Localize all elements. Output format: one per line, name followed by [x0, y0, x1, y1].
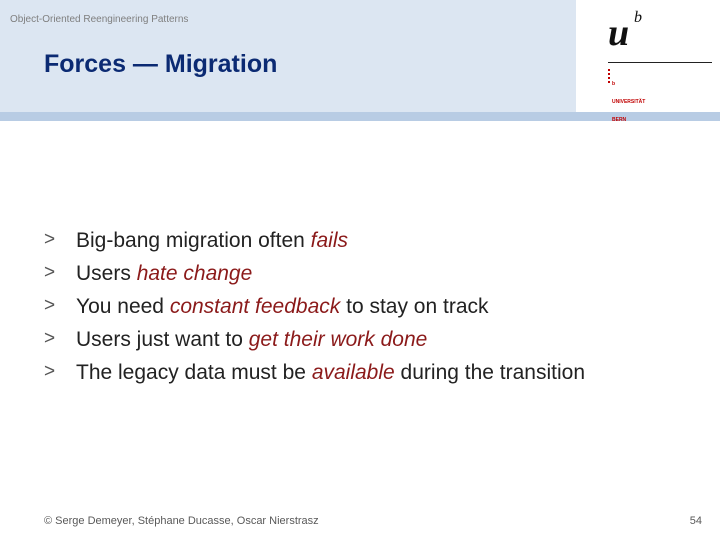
emphasis-text: available	[311, 361, 395, 384]
university-logo	[578, 0, 720, 123]
bullet-marker: >	[44, 295, 56, 316]
bullet-item	[44, 326, 694, 359]
plain-text: to stay on track	[340, 295, 489, 318]
bullet-marker: >	[44, 229, 56, 250]
bullet-list	[44, 227, 694, 392]
logo-wordmark	[612, 69, 645, 135]
bullet-text	[76, 328, 427, 352]
page-number: 54	[689, 515, 702, 527]
logo-u: u	[608, 12, 630, 54]
plain-text: Users just want to	[76, 328, 249, 351]
bullet-item	[44, 293, 694, 326]
course-title: Object-Oriented Reengineering Patterns	[10, 14, 189, 25]
bullet-text	[76, 295, 489, 319]
footer-copyright: © Serge Demeyer, Stéphane Ducasse, Oscar Nierstrasz	[44, 515, 319, 527]
logo-b: b	[634, 9, 642, 26]
logo-divider	[608, 62, 712, 63]
plain-text: The legacy data must be	[76, 361, 312, 384]
plain-text: Big-bang migration often	[76, 229, 311, 252]
logo-mark	[608, 9, 648, 54]
bullet-item	[44, 359, 694, 392]
bullet-text	[76, 361, 585, 385]
bullet-text	[76, 229, 348, 253]
emphasis-text: constant feedback	[169, 295, 341, 318]
emphasis-text: get their work done	[248, 328, 428, 351]
bullet-marker: >	[44, 262, 56, 283]
bullet-item	[44, 227, 694, 260]
slide-title: Forces — Migration	[44, 50, 278, 78]
bullet-text	[76, 262, 252, 286]
emphasis-text: fails	[310, 229, 348, 252]
bullet-item	[44, 260, 694, 293]
logo-line-3: BERN	[612, 117, 627, 123]
plain-text: Users	[76, 262, 137, 285]
logo-line-1: b	[612, 81, 616, 87]
plain-text: You need	[76, 295, 170, 318]
logo-dots-icon	[608, 69, 610, 85]
header-band	[0, 0, 576, 112]
bullet-marker: >	[44, 361, 56, 382]
logo-line-2: UNIVERSITÄT	[612, 99, 646, 105]
plain-text: during the transition	[394, 361, 586, 384]
bullet-marker: >	[44, 328, 56, 349]
emphasis-text: hate change	[136, 262, 253, 285]
